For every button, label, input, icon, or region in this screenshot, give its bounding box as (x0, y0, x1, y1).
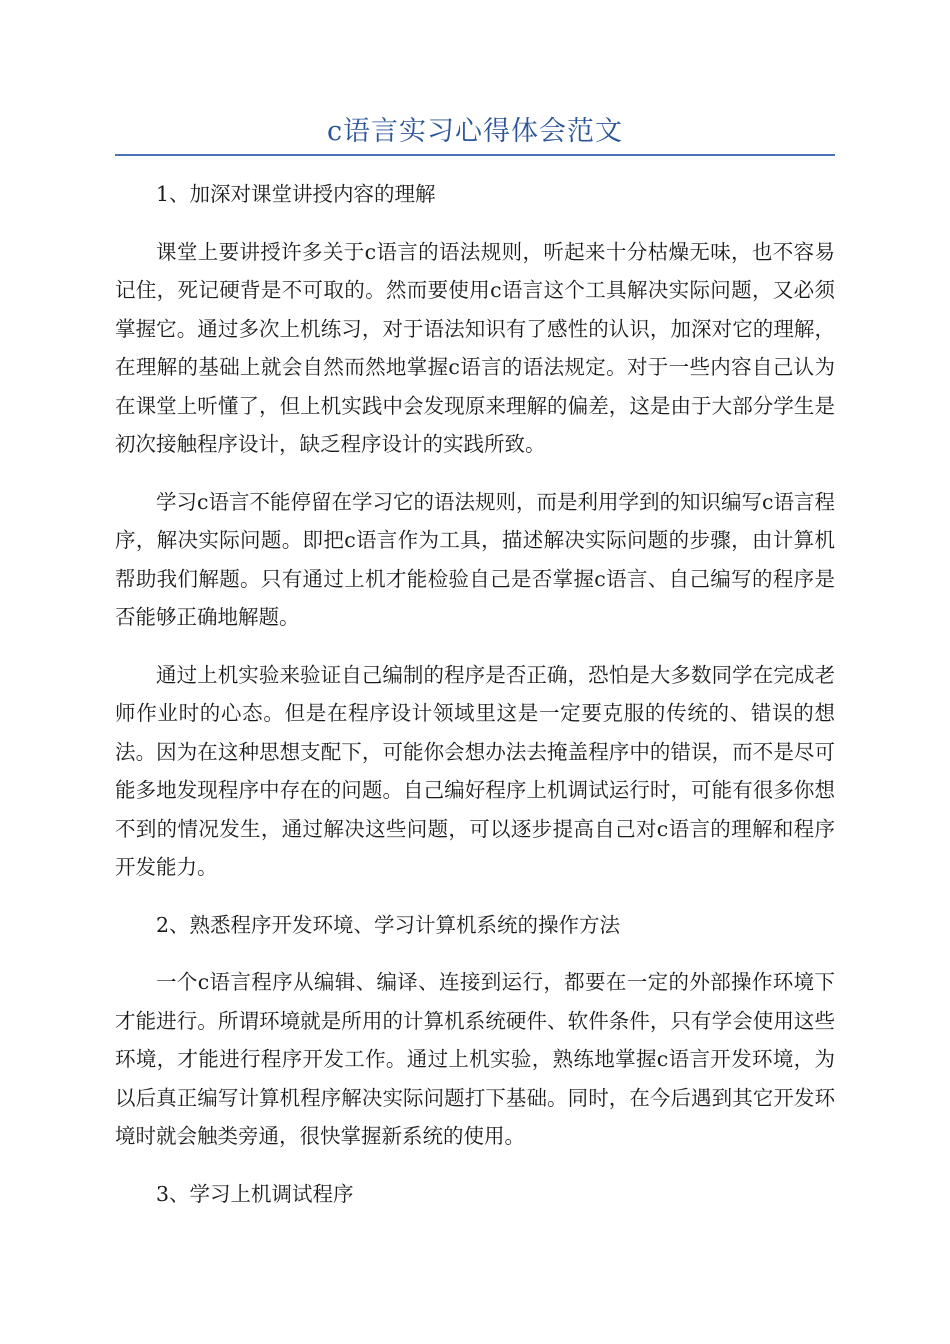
paragraph: 课堂上要讲授许多关于c语言的语法规则，听起来十分枯燥无味，也不容易记住，死记硬背是不可取的。然而要使用c语言这个工具解决实际问题，又必须掌握它。通过多次上机练习，对于语法知识有了感性的认识，加深对它的理解，在理解的基础上就会自然而然地掌握c语言的语法规定。对于一些内容自己认为在课堂上听懂了，但上机实践中会发现原来理解的偏差，这是由于大部分学生是初次接触程序设计，缺乏程序设计的实践所致。 (115, 239, 835, 456)
title-underline (115, 154, 835, 156)
section-heading-1: 1、加深对课堂讲授内容的理解 (156, 182, 436, 206)
section-heading-2: 2、熟悉程序开发环境、学习计算机系统的操作方法 (156, 912, 621, 937)
section-heading-3: 3、学习上机调试程序 (156, 1181, 354, 1206)
document-body (115, 175, 835, 1232)
paragraph: 学习c语言不能停留在学习它的语法规则，而是利用学到的知识编写c语言程序，解决实际问题。即把c语言作为工具，描述解决实际问题的步骤，由计算机帮助我们解题。只有通过上机才能检验自己是否掌握c语言、自己编写的程序是否能够正确地解题。 (115, 489, 835, 629)
document-title: c语言实习心得体会范文 (326, 116, 624, 147)
paragraph: 一个c语言程序从编辑、编译、连接到运行，都要在一定的外部操作环境下才能进行。所谓环境就是所用的计算机系统硬件、软件条件，只有学会使用这些环境，才能进行程序开发工作。通过上机实验，熟练地掌握c语言开发环境，为以后真正编写计算机程序解决实际问题打下基础。同时，在今后遇到其它开发环境时就会触类旁通，很快掌握新系统的使用。 (115, 970, 835, 1148)
paragraph: 通过上机实验来验证自己编制的程序是否正确，恐怕是大多数同学在完成老师作业时的心态。但是在程序设计领域里这是一定要克服的传统的、错误的想法。因为在这种思想支配下，可能你会想办法去掩盖程序中的错误，而不是尽可能多地发现程序中存在的问题。自己编好程序上机调试运行时，可能有很多你想不到的情况发生，通过解决这些问题，可以逐步提高自己对c语言的理解和程序开发能力。 (115, 662, 835, 879)
